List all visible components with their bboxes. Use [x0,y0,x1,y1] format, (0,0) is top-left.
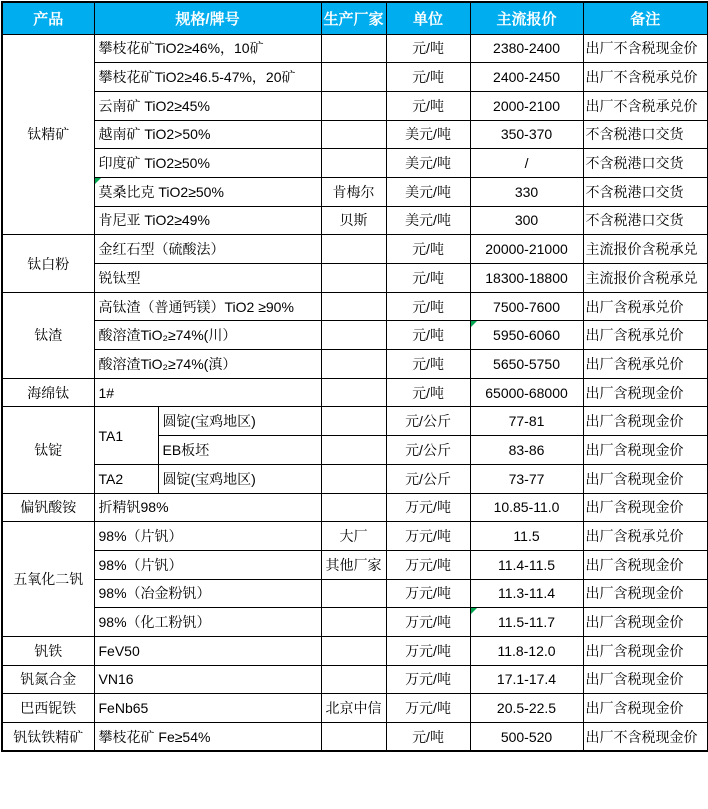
unit-cell: 万元/吨 [386,522,470,551]
unit-cell: 元/吨 [386,292,470,321]
table-row [2,206,708,235]
product-cell: 五氧化二钒 [2,522,94,637]
note-cell: 出厂含税承兑价 [583,522,708,551]
spec-cell: 酸溶渣TiO₂≥74%(滇） [94,350,321,379]
table-row [2,550,708,579]
note-cell: 出厂含税现金价 [583,636,708,665]
price-cell: 2380-2400 [470,34,583,63]
spec-cell: 肯尼亚 TiO2≥49% [94,206,321,235]
price-cell: 17.1-17.4 [470,665,583,694]
manufacturer-cell [321,321,386,350]
table-row [2,177,708,206]
spec-cell: FeNb65 [94,694,321,723]
manufacturer-cell [321,636,386,665]
manufacturer-cell: 肯梅尔 [321,177,386,206]
price-cell: 83-86 [470,436,583,465]
manufacturer-cell [321,149,386,178]
price-cell: 77-81 [470,407,583,436]
grade-cell: TA1 [94,407,158,464]
price-cell: 73-77 [470,464,583,493]
note-cell: 主流报价含税承兑 [583,235,708,264]
table-row [2,149,708,178]
price-cell: 20000-21000 [470,235,583,264]
manufacturer-cell [321,493,386,522]
unit-cell: 万元/吨 [386,636,470,665]
unit-cell: 元/吨 [386,723,470,752]
note-cell: 不含税港口交货 [583,149,708,178]
manufacturer-cell [321,350,386,379]
note-cell: 出厂不含税现金价 [583,34,708,63]
table-row [2,63,708,92]
unit-cell: 万元/吨 [386,608,470,637]
unit-cell: 元/吨 [386,350,470,379]
manufacturer-cell [321,91,386,120]
note-cell: 出厂含税现金价 [583,694,708,723]
spec-cell: EB板坯 [158,436,321,465]
manufacturer-cell: 北京中信 [321,694,386,723]
spec-cell: 攀枝花矿TiO2≥46%，10矿 [94,34,321,63]
note-cell: 出厂含税现金价 [583,665,708,694]
unit-cell: 元/吨 [386,34,470,63]
note-cell: 出厂含税现金价 [583,493,708,522]
spec-cell: 折精钒98% [94,493,321,522]
table-row [2,723,708,752]
manufacturer-cell [321,264,386,293]
note-cell: 出厂不含税承兑价 [583,91,708,120]
product-cell: 钛精矿 [2,34,94,235]
unit-cell: 万元/吨 [386,493,470,522]
spec-cell: 攀枝花矿TiO2≥46.5-47%，20矿 [94,63,321,92]
spec-cell: 云南矿 TiO2≥45% [94,91,321,120]
header-price: 主流报价 [470,2,583,34]
manufacturer-cell [321,436,386,465]
unit-cell: 元/公斤 [386,436,470,465]
note-cell: 出厂含税现金价 [583,550,708,579]
table-row [2,378,708,407]
note-cell: 出厂含税现金价 [583,608,708,637]
price-cell: 350-370 [470,120,583,149]
header-product: 产品 [2,2,94,34]
price-cell [470,321,583,350]
spec-cell: 印度矿 TiO2≥50% [94,149,321,178]
commodity-price-table [1,1,708,752]
spec-cell: 98%（冶金粉钒） [94,579,321,608]
unit-cell: 万元/吨 [386,694,470,723]
unit-cell: 美元/吨 [386,206,470,235]
spec-cell: 高钛渣（普通钙镁）TiO2 ≥90% [94,292,321,321]
price-cell: 11.3-11.4 [470,579,583,608]
header-row [2,2,708,34]
manufacturer-cell [321,63,386,92]
price-cell: 300 [470,206,583,235]
table-row [2,34,708,63]
table-row [2,292,708,321]
price-cell: 65000-68000 [470,378,583,407]
comment-flag-icon [95,178,101,184]
note-cell: 出厂含税现金价 [583,579,708,608]
unit-cell: 元/吨 [386,91,470,120]
spec-cell: VN16 [94,665,321,694]
unit-cell: 元/吨 [386,264,470,293]
unit-cell: 元/吨 [386,321,470,350]
price-cell: 500-520 [470,723,583,752]
spec-cell: 1# [94,378,321,407]
unit-cell: 元/公斤 [386,407,470,436]
price-cell: 2000-2100 [470,91,583,120]
table-row [2,350,708,379]
manufacturer-cell [321,579,386,608]
table-row [2,522,708,551]
note-cell: 不含税港口交货 [583,206,708,235]
product-cell: 钒氮合金 [2,665,94,694]
manufacturer-cell [321,235,386,264]
product-cell: 巴西铌铁 [2,694,94,723]
price-cell: 11.8-12.0 [470,636,583,665]
table-row [2,407,708,436]
header-note: 备注 [583,2,708,34]
manufacturer-cell: 大厂 [321,522,386,551]
manufacturer-cell: 其他厂家 [321,550,386,579]
manufacturer-cell [321,34,386,63]
spec-cell: 酸溶渣TiO₂≥74%(川） [94,321,321,350]
note-cell: 出厂含税现金价 [583,464,708,493]
product-cell: 钒钛铁精矿 [2,723,94,752]
price-cell: 11.5 [470,522,583,551]
manufacturer-cell: 贝斯 [321,206,386,235]
table-row [2,321,708,350]
spec-cell: 98%（化工粉钒） [94,608,321,637]
note-cell: 出厂含税承兑价 [583,292,708,321]
spec-cell: 锐钛型 [94,264,321,293]
unit-cell: 元/公斤 [386,464,470,493]
note-cell: 出厂不含税现金价 [583,723,708,752]
grade-cell: TA2 [94,464,158,493]
header-unit: 单位 [386,2,470,34]
price-cell [470,608,583,637]
note-cell: 出厂含税现金价 [583,436,708,465]
table-row [2,235,708,264]
table-row [2,264,708,293]
unit-cell: 万元/吨 [386,665,470,694]
price-cell: 10.85-11.0 [470,493,583,522]
unit-cell: 美元/吨 [386,120,470,149]
note-cell: 不含税港口交货 [583,177,708,206]
spec-cell: 攀枝花矿 Fe≥54% [94,723,321,752]
table-row [2,636,708,665]
price-cell: 18300-18800 [470,264,583,293]
table-row [2,120,708,149]
product-cell: 钛白粉 [2,235,94,292]
table-row [2,91,708,120]
spec-cell: 98%（片钒） [94,550,321,579]
price-text: 11.5-11.7 [497,614,556,631]
unit-cell: 元/吨 [386,63,470,92]
spec-cell [94,177,321,206]
unit-cell: 元/吨 [386,235,470,264]
unit-cell: 元/吨 [386,378,470,407]
product-cell: 钒铁 [2,636,94,665]
header-manufacturer: 生产厂家 [321,2,386,34]
spec-cell: 金红石型（硫酸法） [94,235,321,264]
manufacturer-cell [321,723,386,752]
note-cell: 出厂不含税承兑价 [583,63,708,92]
spec-cell: FeV50 [94,636,321,665]
unit-cell: 万元/吨 [386,550,470,579]
table-row [2,493,708,522]
product-cell: 钛渣 [2,292,94,378]
table-row [2,464,708,493]
spec-cell: 越南矿 TiO2>50% [94,120,321,149]
manufacturer-cell [321,292,386,321]
table-row [2,694,708,723]
price-cell: 7500-7600 [470,292,583,321]
unit-cell: 万元/吨 [386,579,470,608]
note-cell: 不含税港口交货 [583,120,708,149]
product-cell: 海绵钛 [2,378,94,407]
price-cell: 11.4-11.5 [470,550,583,579]
manufacturer-cell [321,464,386,493]
comment-flag-icon [471,321,477,327]
price-cell: 2400-2450 [470,63,583,92]
note-cell: 主流报价含税承兑 [583,264,708,293]
price-cell: 20.5-22.5 [470,694,583,723]
note-cell: 出厂含税现金价 [583,378,708,407]
note-cell: 出厂含税现金价 [583,407,708,436]
note-cell: 出厂含税承兑价 [583,321,708,350]
spec-cell: 圆锭(宝鸡地区) [158,464,321,493]
manufacturer-cell [321,407,386,436]
manufacturer-cell [321,120,386,149]
price-text: 5950-6060 [493,327,560,344]
comment-flag-icon [471,608,477,614]
header-spec: 规格/牌号 [94,2,321,34]
table-row [2,579,708,608]
price-cell: / [470,149,583,178]
spec-text: 莫桑比克 TiO2≥50% [98,183,224,200]
product-cell: 偏钒酸铵 [2,493,94,522]
note-cell: 出厂含税承兑价 [583,350,708,379]
price-cell: 5650-5750 [470,350,583,379]
unit-cell: 美元/吨 [386,149,470,178]
manufacturer-cell [321,665,386,694]
table-row [2,608,708,637]
unit-cell: 美元/吨 [386,177,470,206]
spec-cell: 圆锭(宝鸡地区) [158,407,321,436]
price-cell: 330 [470,177,583,206]
table-row [2,665,708,694]
manufacturer-cell [321,378,386,407]
product-cell: 钛锭 [2,407,94,493]
spec-cell: 98%（片钒） [94,522,321,551]
manufacturer-cell [321,608,386,637]
